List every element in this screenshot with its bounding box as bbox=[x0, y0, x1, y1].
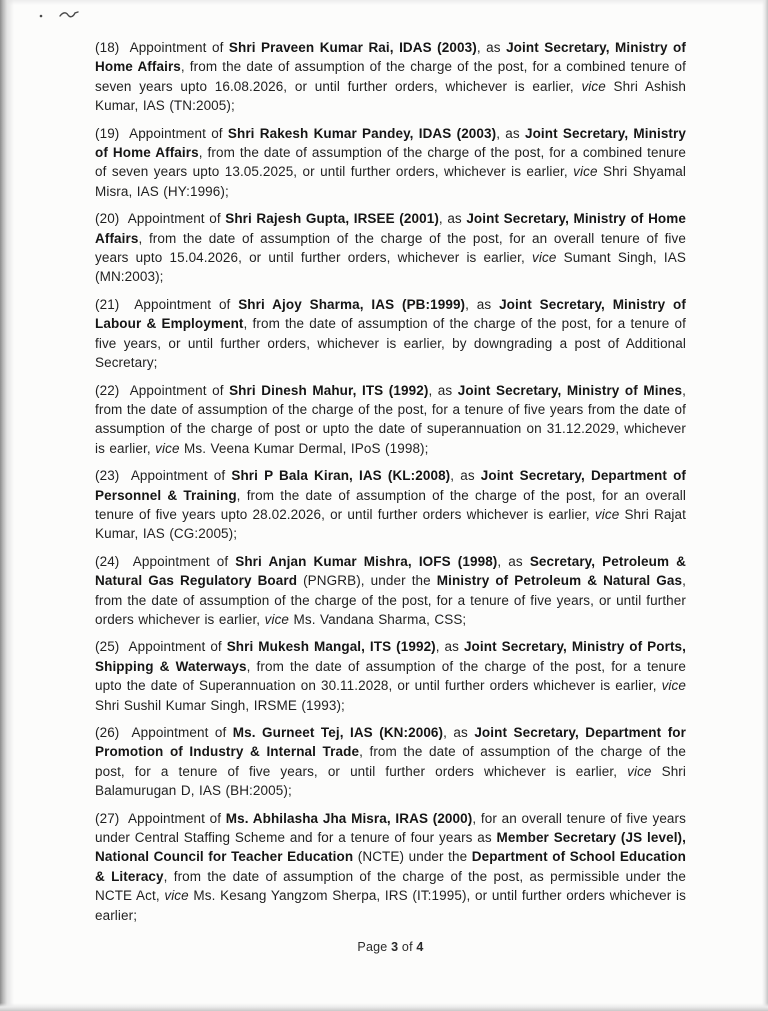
body-text: , as bbox=[450, 468, 481, 484]
bold-text: Ms. Gurneet Tej, IAS (KN:2006) bbox=[232, 725, 444, 740]
body-text: , from the date of assumption of the charge of the post, for a tenure of five years, or until further orders whichever is earlier, bbox=[95, 573, 686, 627]
bold-text: 4 bbox=[416, 940, 424, 955]
bold-text: Shri Praveen Kumar Rai, IDAS (2003) bbox=[228, 40, 477, 55]
body-text: , from the date of assumption of the charge of the post, for a tenure upto the date of Superannuation on 30.11.2028, or until further orders whichever is earlier, bbox=[95, 658, 686, 694]
appointment-paragraph-23 bbox=[95, 466, 686, 544]
appointment-paragraph-25 bbox=[95, 637, 686, 715]
bold-text: Shri P Bala Kiran, IAS (KL:2008) bbox=[231, 468, 451, 484]
bold-text: Secretary, Petroleum & Natural Gas Regulatory Board bbox=[95, 553, 686, 589]
body-text: , from the date of assumption of the charge of the post, for an overall tenure of five years upto 28.02.2026, or until further orders whichever is earlier, bbox=[95, 487, 686, 522]
body-text: , as bbox=[435, 639, 464, 655]
bold-text: Department of School Education & Literacy bbox=[95, 849, 686, 884]
appointment-paragraph-18 bbox=[95, 38, 686, 116]
appointment-paragraph-24 bbox=[95, 552, 686, 630]
bold-text: Ministry of Petroleum & Natural Gas bbox=[436, 573, 683, 589]
bold-text: Joint Secretary, Department of Personnel & Training bbox=[95, 468, 687, 503]
body-text: , from the date of assumption of the charge of the post, for a tenure of five years, or until further orders whichever is earlier, bbox=[95, 744, 686, 779]
document-body bbox=[95, 38, 686, 954]
italic-text: vice bbox=[661, 678, 686, 694]
appointment-paragraph-26 bbox=[95, 723, 686, 801]
body-text: , from the date of assumption of the charge of the post, for a tenure of five years from the date of assumption of the charge of post or upto the date of superannuation on 31.12.2029, whichever is earlier, bbox=[95, 382, 686, 456]
body-text: Shri Ashish Kumar, IAS (TN:2005); bbox=[95, 78, 686, 114]
bold-text: Shri Dinesh Mahur, ITS (1992) bbox=[229, 382, 429, 398]
body-text: (22) Appointment of bbox=[95, 382, 230, 398]
body-text: , as bbox=[443, 725, 475, 740]
body-text: (26) Appointment of bbox=[95, 725, 233, 740]
bold-text: Joint Secretary, Ministry of Ports, Shipping & Waterways bbox=[95, 639, 687, 674]
italic-text: vice bbox=[155, 440, 180, 456]
body-text: Page bbox=[357, 940, 392, 955]
bold-text: Joint Secretary, Ministry of Home Affairs bbox=[95, 211, 686, 246]
italic-text: vice bbox=[581, 78, 606, 94]
body-text: , from the date of assumption of the charge of the post, as permissible under the NCTE Act, bbox=[95, 868, 686, 904]
italic-text: vice bbox=[594, 506, 620, 522]
body-text: , from the date of assumption of the charge of the post, for an overall tenure of five years upto 15.04.2026, or until further orders, whichever is earlier, bbox=[95, 230, 686, 266]
body-text: (24) Appointment of bbox=[95, 553, 236, 569]
scan-edge-right bbox=[762, 0, 768, 1011]
bold-text: Joint Secretary, Department for Promotion of Industry & Internal Trade bbox=[95, 725, 686, 760]
bold-text: Joint Secretary, Ministry of Labour & Employment bbox=[95, 296, 686, 332]
page-footer-text bbox=[95, 940, 686, 954]
body-text: , as bbox=[428, 382, 458, 398]
italic-text: vice bbox=[264, 611, 290, 627]
body-text: Ms. Vandana Sharma, CSS; bbox=[289, 611, 467, 627]
italic-text: vice bbox=[532, 250, 557, 266]
body-text: Shri Rajat Kumar, IAS (CG:2005); bbox=[95, 506, 686, 542]
body-text: of bbox=[398, 940, 417, 955]
body-text: , from the date of assumption of the charge of the post, for a combined tenure of seven years upto 13.05.2025, or until further orders, whichever is earlier, bbox=[95, 145, 686, 180]
bold-text: Shri Rajesh Gupta, IRSEE (2001) bbox=[225, 211, 439, 227]
body-text: , as bbox=[465, 296, 500, 312]
body-text: (18) Appointment of bbox=[95, 40, 229, 55]
scan-edge-left bbox=[0, 0, 14, 1011]
body-text: Ms. Kesang Yangzom Sherpa, IRS (IT:1995), or until further orders whichever is earlier; bbox=[95, 888, 686, 923]
body-text: Shri Balamurugan D, IAS (BH:2005); bbox=[95, 763, 686, 799]
appointment-paragraph-22 bbox=[95, 381, 686, 459]
body-text: (NCTE) under the bbox=[353, 849, 472, 865]
body-text: , as bbox=[438, 211, 467, 227]
body-text: , from the date of assumption of the charge of the post, for a tenure of five years, or until further orders, whichever is earlier, by downgrading a post of Additional Secretary; bbox=[95, 316, 686, 371]
bold-text: Joint Secretary, Ministry of Mines bbox=[457, 382, 683, 398]
appointment-paragraph-27 bbox=[95, 809, 686, 925]
body-text: (PNGRB), under the bbox=[297, 573, 437, 589]
bold-text: Joint Secretary, Ministry of Home Affairs bbox=[95, 125, 686, 161]
body-text: (19) Appointment of bbox=[95, 125, 228, 141]
bold-text: Shri Anjan Kumar Mishra, IOFS (1998) bbox=[235, 553, 498, 569]
body-text: (23) Appointment of bbox=[95, 468, 232, 484]
italic-text: vice bbox=[573, 164, 598, 180]
bold-text: Joint Secretary, Ministry of Home Affairs bbox=[95, 40, 687, 75]
appointment-paragraph-19 bbox=[95, 124, 686, 202]
body-text: Sumant Singh, IAS (MN:2003); bbox=[95, 250, 686, 285]
body-text: , for an overall tenure of five years under Central Staffing Scheme and for a tenure of four years as bbox=[95, 810, 686, 846]
appointment-paragraph-20 bbox=[95, 209, 686, 287]
pen-marks-icon bbox=[34, 8, 84, 24]
appointment-paragraph-21 bbox=[95, 295, 686, 373]
body-text: , from the date of assumption of the charge of the post, for a combined tenure of seven years upto 16.08.2026, or until further orders, whichever is earlier, bbox=[95, 59, 686, 94]
bold-text: Shri Ajoy Sharma, IAS (PB:1999) bbox=[238, 296, 466, 312]
bold-text: Member Secretary (JS level), National Council for Teacher Education bbox=[95, 830, 686, 865]
italic-text: vice bbox=[627, 763, 652, 779]
body-text: (21) Appointment of bbox=[95, 296, 239, 312]
body-text: , as bbox=[476, 40, 507, 55]
body-text: , as bbox=[497, 553, 530, 569]
body-text: Ms. Veena Kumar Dermal, IPoS (1998); bbox=[179, 440, 429, 456]
body-text: (20) Appointment of bbox=[95, 211, 226, 227]
body-text: Shri Sushil Kumar Singh, IRSME (1993); bbox=[95, 697, 345, 713]
bold-text: Ms. Abhilasha Jha Misra, IRAS (2000) bbox=[225, 810, 473, 826]
scan-edge-top bbox=[0, 0, 768, 5]
scan-edge-bottom bbox=[0, 1003, 768, 1011]
bold-text: Shri Mukesh Mangal, ITS (1992) bbox=[226, 639, 436, 655]
italic-text: vice bbox=[164, 888, 189, 904]
body-text: , as bbox=[496, 125, 525, 141]
body-text: (25) Appointment of bbox=[95, 639, 227, 655]
body-text: Shri Shyamal Misra, IAS (HY:1996); bbox=[95, 164, 686, 199]
bold-text: 3 bbox=[391, 940, 399, 955]
body-text: (27) Appointment of bbox=[95, 810, 226, 826]
bold-text: Shri Rakesh Kumar Pandey, IDAS (2003) bbox=[227, 125, 497, 141]
